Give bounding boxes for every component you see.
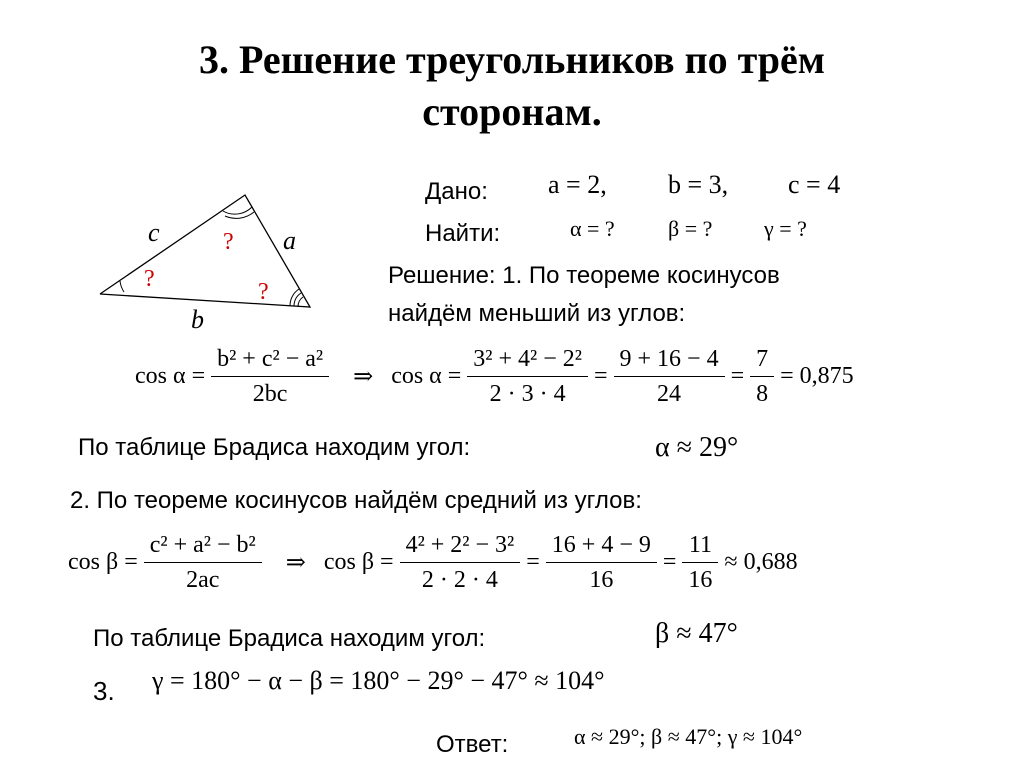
equation-cos-alpha: cos α = $\frac{\text{b² + c² − a²}}{2bc}$ ⇒ cos α = $\frac{\text{3² + 4² − 2²}}{2 \cdot 3 \cdot 4}$ = $\frac{9 + 16 - 4}{24}$ = $\frac{7}{8}$ = 0,875 [135, 342, 854, 411]
gamma-formula: γ = 180° − α − β = 180° − 29° − 47° ≈ 104° [152, 666, 605, 695]
solution-line2: найдём меньший из углов: [388, 300, 686, 327]
cos-alpha-fraction-2: $\frac{9 + 16 - 4}{24}$ [614, 342, 725, 411]
implies-arrow-2: ⇒ [285, 550, 306, 576]
bradis-text-1: По таблице Брадиса находим угол: [78, 434, 471, 461]
find-alpha: α = ? [570, 216, 615, 241]
side-label-a: a [283, 226, 296, 255]
question-mark-beta: ? [258, 279, 269, 305]
bradis-text-2: По таблице Брадиса находим угол: [93, 625, 486, 652]
answer-label: Ответ: [436, 731, 509, 758]
equation-cos-beta: cos β = $\frac{\text{c² + a² − b²}}{2ac}$ ⇒ cos β = $\frac{\text{4² + 2² − 3²}}{2 \cdot 2 \cdot 4}$ = $\frac{16 + 4 - 9}{16}$ = $\frac{11}{16}$ ≈ 0,688 [68, 528, 798, 597]
cos-alpha-lhs: cos α = [135, 363, 206, 389]
question-mark-alpha: ? [144, 266, 155, 292]
given-label: Дано: [425, 178, 488, 205]
answer-value: α ≈ 29°; β ≈ 47°; γ ≈ 104° [574, 724, 803, 749]
slide-title-line2: сторонам. [422, 89, 602, 134]
cos-beta-lhs: cos β = [68, 549, 138, 575]
cos-alpha-result: = 0,875 [780, 363, 854, 389]
cos-beta-general-fraction: $\frac{\text{c² + a² − b²}}{2ac}$ [144, 528, 262, 597]
find-gamma: γ = ? [764, 216, 807, 241]
cos-beta-fraction-2: $\frac{16 + 4 - 9}{16}$ [546, 528, 657, 597]
cos-alpha-lhs-2: cos α = [391, 363, 462, 389]
cos-beta-fraction-3: $\frac{11}{16}$ [682, 528, 718, 597]
cos-alpha-general-fraction: $\frac{\text{b² + c² − a²}}{2bc}$ [211, 342, 329, 411]
triangle-outline [100, 195, 310, 307]
cos-alpha-fraction-1: $\frac{\text{3² + 4² − 2²}}{2 \cdot 3 \cdot 4}$ [467, 342, 588, 411]
side-label-b: b [191, 305, 204, 334]
step3-number: 3. [93, 676, 115, 706]
find-label: Найти: [425, 220, 501, 247]
implies-arrow-1: ⇒ [353, 364, 374, 390]
angle-gamma-arc-1 [223, 207, 252, 214]
cos-alpha-fraction-3: $\frac{7}{8}$ [750, 342, 774, 411]
find-beta: β = ? [668, 216, 713, 241]
cos-beta-lhs-2: cos β = [323, 549, 394, 575]
side-label-c: c [148, 218, 160, 247]
given-a: a = 2, [548, 170, 607, 199]
angle-alpha-arc [120, 281, 124, 292]
angle-gamma-arc-2 [225, 212, 254, 218]
slide-title-line1: 3. Решение треугольников по трём [198, 37, 826, 82]
triangle-diagram [90, 185, 330, 335]
given-c: c = 4 [788, 170, 841, 199]
cos-beta-fraction-1: $\frac{\text{4² + 2² − 3²}}{2 \cdot 2 \cdot 4}$ [400, 528, 521, 597]
angle-beta-arc-3 [298, 297, 303, 307]
question-mark-gamma: ? [223, 229, 234, 255]
beta-result: β ≈ 47° [655, 618, 738, 649]
given-b: b = 3, [668, 170, 729, 199]
step2-title: 2. По теореме косинусов найдём средний из углов: [70, 487, 642, 514]
alpha-result: α ≈ 29° [655, 432, 739, 463]
solution-line1: Решение: 1. По теореме косинусов [388, 262, 780, 289]
cos-beta-result: ≈ 0,688 [724, 549, 798, 575]
